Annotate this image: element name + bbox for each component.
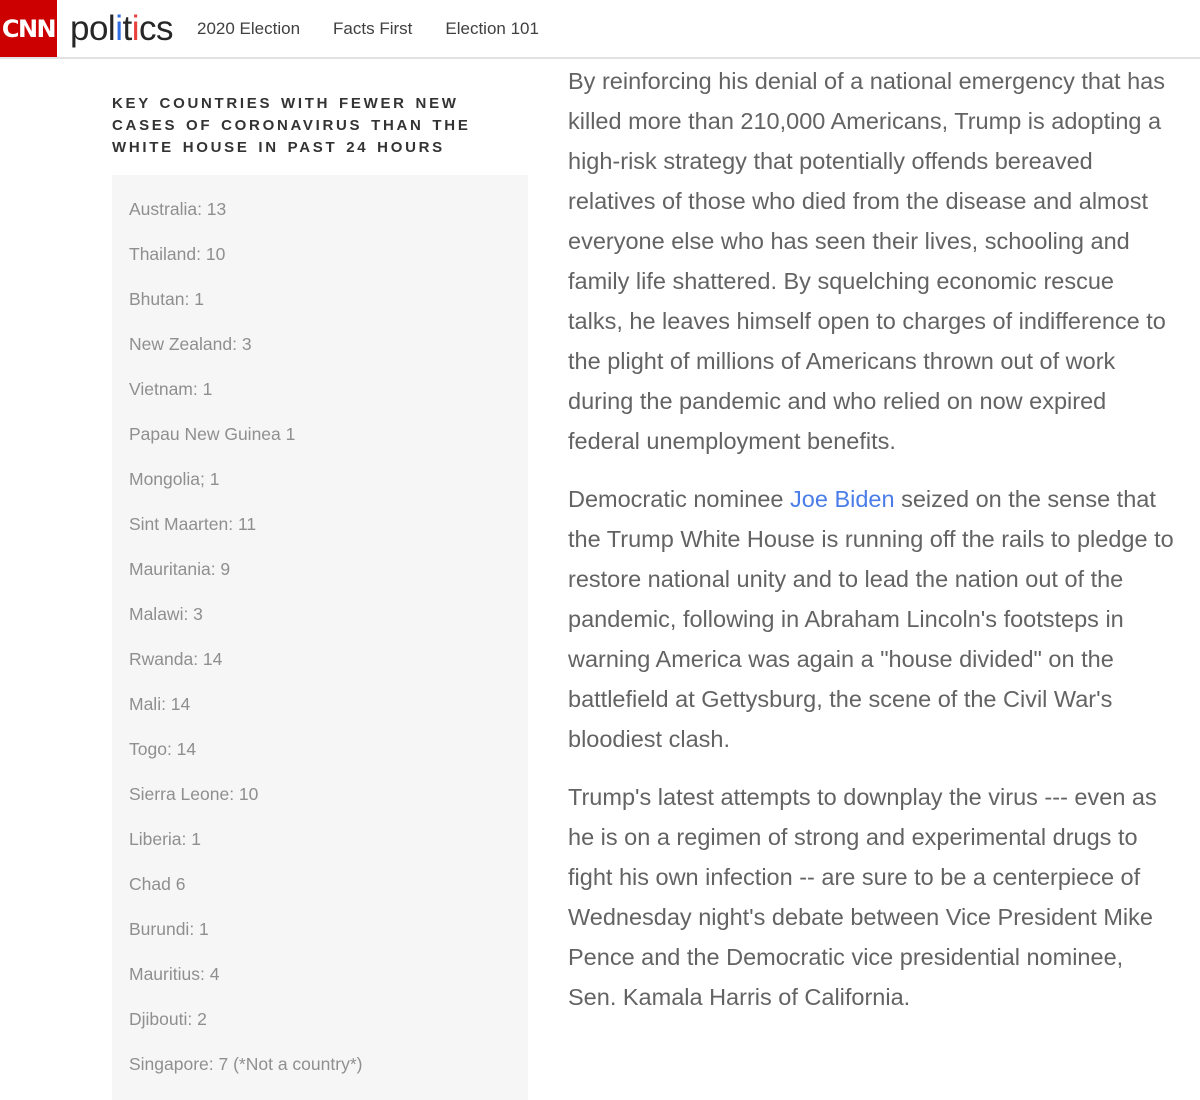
list-item: Sint Maarten: 11 xyxy=(129,514,257,534)
list-item: Australia: 13 xyxy=(129,199,227,219)
list-item: Burundi: 1 xyxy=(129,919,209,939)
wordmark-segment: pol xyxy=(70,8,116,48)
list-item: Mauritius: 4 xyxy=(129,964,220,984)
list-item: Rwanda: 14 xyxy=(129,649,223,669)
list-item: Thailand: 10 xyxy=(129,244,226,264)
article-paragraph: By reinforcing his denial of a national emergency that has killed more than 210,000 Americans, Trump is adopting a high-risk strategy that potentially offends bereaved relatives of those who died from the disease and almost everyone else who has seen their lives, schooling and family life shattered. By squelching economic rescue talks, he leaves himself open to charges of indifference to the plight of millions of Americans thrown out of work during the pandemic and who relied on now expired federal unemployment benefits. xyxy=(568,68,1166,454)
list-item: Mongolia; 1 xyxy=(129,469,220,489)
article-body xyxy=(568,59,1174,1035)
header-nav xyxy=(197,19,539,39)
nav-item[interactable]: 2020 Election xyxy=(197,18,301,38)
list-item: Djibouti: 2 xyxy=(129,1009,207,1029)
list-item: Bhutan: 1 xyxy=(129,289,204,309)
list-item: Mali: 14 xyxy=(129,694,191,714)
list-item: Sierra Leone: 10 xyxy=(129,784,259,804)
list-item: Mauritania: 9 xyxy=(129,559,231,579)
wordmark-segment-blue-i: i xyxy=(115,8,123,48)
wordmark-segment-red-i: i xyxy=(131,8,140,48)
country-list xyxy=(112,175,528,1100)
list-item: Papau New Guinea 1 xyxy=(129,424,296,444)
list-item: Vietnam: 1 xyxy=(129,379,213,399)
site-header xyxy=(0,0,1200,59)
politics-wordmark[interactable] xyxy=(70,9,173,49)
nav-item[interactable]: Election 101 xyxy=(445,18,539,38)
paragraph-text: seized on the sense that the Trump White House is running off the rails to pledge to restore national unity and to lead the nation out of the pandemic, following in Abraham Lincoln's footsteps in warning America was again a "house divided" on the battlefield at Gettysburg, the scene of the Civil War's bloodiest clash. xyxy=(568,486,1174,752)
list-item: Malawi: 3 xyxy=(129,604,203,624)
joe-biden-link[interactable]: Joe Biden xyxy=(790,486,895,512)
list-item: Singapore: 7 (*Not a country*) xyxy=(129,1054,363,1074)
cnn-logo[interactable]: CNN xyxy=(0,0,57,57)
list-item: New Zealand: 3 xyxy=(129,334,252,354)
sidebar xyxy=(112,59,528,1100)
list-item: Chad 6 xyxy=(129,874,186,894)
wordmark-segment: cs xyxy=(139,8,174,48)
sidebar-heading: KEY COUNTRIES WITH FEWER NEW CASES OF CORONAVIRUS THAN THE WHITE HOUSE IN PAST 24 HOURS xyxy=(112,95,471,156)
list-item: Togo: 14 xyxy=(129,739,197,759)
paragraph-text: Democratic nominee xyxy=(568,486,791,512)
article-paragraph: Trump's latest attempts to downplay the virus --- even as he is on a regimen of strong and experimental drugs to fight his own infection -- are sure to be a centerpiece of Wednesday night's debate between Vice President Mike Pence and the Democratic vice presidential nominee, Sen. Kamala Harris of California. xyxy=(568,784,1157,1010)
wordmark-segment: t xyxy=(122,8,132,48)
list-item: Liberia: 1 xyxy=(129,829,201,849)
nav-item[interactable]: Facts First xyxy=(333,18,413,38)
article-paragraph xyxy=(568,479,1174,759)
